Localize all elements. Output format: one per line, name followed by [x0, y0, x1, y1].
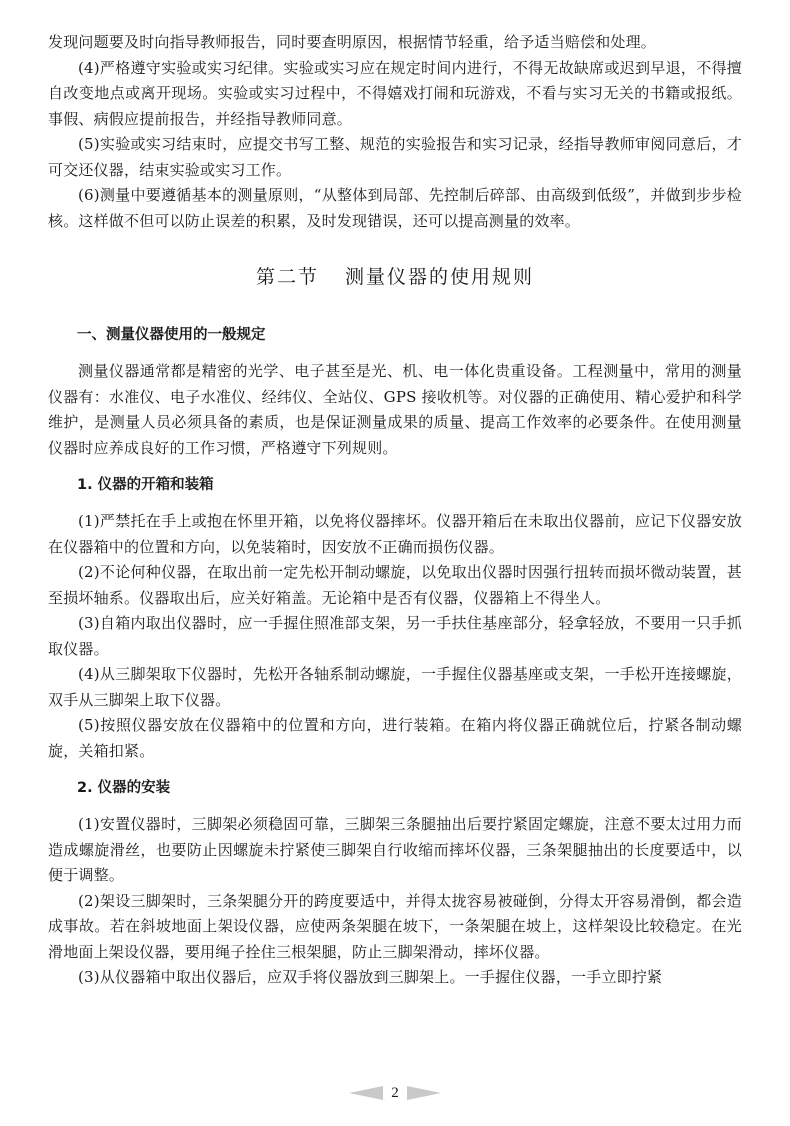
list-item: (3)自箱内取出仪器时，应一手握住照准部支架，另一手扶住基座部分，轻拿轻放，不要用一只手抓取仪器。: [48, 614, 742, 658]
subsection-title-2: 2. 仪器的安装: [77, 780, 171, 796]
right-arrow-icon: [407, 1086, 441, 1100]
subsection-title-1: 1. 仪器的开箱和装箱: [77, 477, 214, 493]
heading-level-1: 一、测量仪器使用的一般规定: [77, 327, 266, 343]
section-title: [48, 262, 742, 289]
left-arrow-icon: [349, 1086, 383, 1100]
paragraph: 发现问题要及时向指导教师报告，同时要查明原因，根据情节轻重，给予适当赔偿和处理。: [48, 33, 657, 51]
list-item: (5)按照仪器安放在仪器箱中的位置和方向，进行装箱。在箱内将仪器正确就位后，拧紧各制动螺旋，关箱扣紧。: [48, 716, 742, 760]
page-content: [48, 30, 742, 991]
page-number: 2: [391, 1084, 399, 1101]
paragraph: (6)测量中要遵循基本的测量原则，“从整体到局部、先控制后碎部、由高级到低级”，并做到步步检核。这样做不但可以防止误差的积累，及时发现错误，还可以提高测量的效率。: [48, 186, 742, 230]
section-number: 第二节: [255, 266, 319, 288]
paragraph: (4)严格遵守实验或实习纪律。实验或实习应在规定时间内进行，不得无故缺席或迟到早退，不得擅自改变地点或离开现场。实验或实习过程中，不得嬉戏打闹和玩游戏，不看与实习无关的书籍或报纸。事假、病假应提前报告，并经指导教师同意。: [48, 58, 742, 128]
section-title-text: 测量仪器的使用规则: [345, 266, 535, 288]
list-item: (2)不论何种仪器，在取出前一定先松开制动螺旋，以免取出仪器时因强行扭转而损坏微动装置，甚至损坏轴系。仪器取出后，应关好箱盖。无论箱中是否有仪器，仪器箱上不得坐人。: [48, 563, 742, 607]
list-item: (1)严禁托在手上或抱在怀里开箱，以免将仪器摔坏。仪器开箱后在未取出仪器前，应记下仪器安放在仪器箱中的位置和方向，以免装箱时，因安放不正确而损伤仪器。: [48, 512, 742, 556]
intro-paragraph: 测量仪器通常都是精密的光学、电子甚至是光、机、电一体化贵重设备。工程测量中，常用的测量仪器有：水准仪、电子水准仪、经纬仪、全站仪、GPS 接收机等。对仪器的正确使用、精心爱护和科学维护，是测量人员必须具备的素质，也是保证测量成果的质量、提高工作效率的必要条件。在使用测量仪器时应养成良好的工作习惯，严格遵守下列规则。: [48, 362, 742, 457]
paragraph: (5)实验或实习结束时，应提交书写工整、规范的实验报告和实习记录，经指导教师审阅同意后，才可交还仪器，结束实验或实习工作。: [48, 135, 742, 179]
list-item: (4)从三脚架取下仪器时，先松开各轴系制动螺旋，一手握住仪器基座或支架，一手松开连接螺旋，双手从三脚架上取下仪器。: [48, 665, 742, 709]
list-item: (3)从仪器箱中取出仪器后，应双手将仪器放到三脚架上。一手握住仪器，一手立即拧紧: [78, 968, 663, 986]
list-item: (2)架设三脚架时，三条架腿分开的跨度要适中，并得太拢容易被碰倒，分得太开容易滑倒，都会造成事故。若在斜坡地面上架设仪器，应使两条架腿在坡下，一条架腿在坡上，这样架设比较稳定。在光滑地面上架设仪器，要用绳子拴住三根架腿，防止三脚架滑动，摔坏仪器。: [48, 891, 742, 961]
page-footer: [0, 1080, 790, 1106]
list-item: (1)安置仪器时，三脚架必须稳固可靠，三脚架三条腿抽出后要拧紧固定螺旋，注意不要太过用力而造成螺旋滑丝，也要防止因螺旋未拧紧使三脚架自行收缩而摔坏仪器，三条架腿抽出的长度要适中，以便于调整。: [48, 815, 742, 884]
